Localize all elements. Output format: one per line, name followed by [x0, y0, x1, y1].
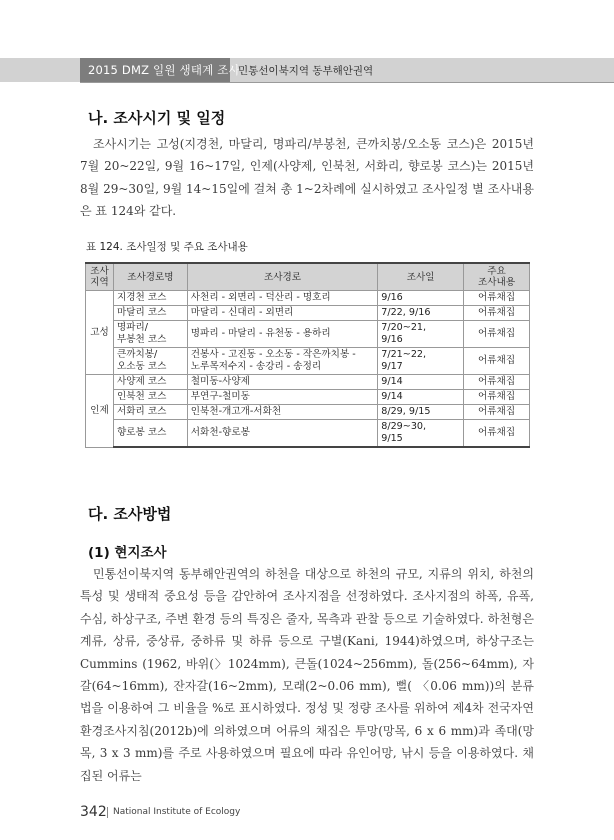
field-survey-heading: (1) 현지조사: [88, 545, 167, 561]
date-cell: 9/14: [378, 390, 464, 405]
route-cell: 서화천-향로봉: [187, 420, 377, 448]
route-cell: 건봉사 - 고진동 - 오소동 - 작은까치봉 - 노루목저수지 - 송강리 - 송정리: [187, 348, 377, 375]
date-cell: 9/14: [378, 375, 464, 390]
table-row: [86, 390, 530, 405]
table-row: [86, 291, 530, 306]
content-cell: 어류채집: [464, 405, 530, 420]
content-cell: 어류채집: [464, 420, 530, 448]
course-cell: 향로봉 코스: [113, 420, 187, 448]
content-cell: 어류채집: [464, 291, 530, 306]
course-cell: 큰까치봉/ 오소동 코스: [113, 348, 187, 375]
footer-organization: National Institute of Ecology: [113, 807, 241, 817]
table-row: [86, 405, 530, 420]
date-cell: 7/22, 9/16: [378, 306, 464, 321]
schedule-paragraph: 조사시기는 고성(지경천, 마달리, 명파리/부봉천, 큰까치봉/오소동 코스)은 2015년 7월 20~22일, 9월 16~17일, 인제(사양제, 인북천, 서화리, 향로봉 코스)는 2015년 8월 29~30일, 9월 14~15일에 걸쳐 총 1~2차례에 실시하였고 조사일정 별 조사내용은 표 124와 같다.: [80, 137, 534, 219]
content-cell: 어류채집: [464, 306, 530, 321]
table-row: [86, 420, 530, 448]
table-row: [86, 306, 530, 321]
course-cell: 지경천 코스: [113, 291, 187, 306]
date-cell: 8/29, 9/15: [378, 405, 464, 420]
table-row: [86, 375, 530, 390]
header-divider: [80, 82, 614, 83]
header-content: 주요 조사내용: [464, 263, 530, 291]
page-number: 342: [80, 804, 107, 820]
header-subtitle: 민통선이북지역 동부해안권역: [238, 65, 374, 77]
table-header-row: [86, 263, 530, 291]
header-date: 조사일: [378, 263, 464, 291]
table-row: [86, 348, 530, 375]
method-paragraph: 민통선이북지역 동부해안권역의 하천을 대상으로 하천의 규모, 지류의 위치, 하천의 특성 및 생태적 중요성 등을 감안하여 조사지점을 선정하였다. 조사지점의 하폭, 유폭, 수심, 하상구조, 주변 환경 등의 특징은 줄자, 목측과 관찰 등으로 기술하였다. 하천형은 계류, 상류, 중상류, 중하류 및 하류 등으로 구별(Kani, 1944)하였으며, 하상구조는 Cummins (1962, 바위(〉1024mm), 큰돌(1024~256mm), 돌(256~64mm), 자갈(64~16mm), 잔자갈(16~2mm), 모래(2~0.06 mm), 뻘( 〈0.06 mm))의 분류법을 이용하여 그 비율을 %로 표시하였다. 정성 및 정량 조사를 위하여 제4차 전국자연환경조사지침(2012b)에 의하였으며 어류의 채집은 투망(망목, 6 x 6 mm)과 족대(망목, 3 x 3 mm)를 주로 사용하였으며 필요에 따라 유인어망, 낚시 등을 이용하였다. 채집된 어류는: [80, 567, 534, 783]
date-cell: 7/20~21, 9/16: [378, 321, 464, 348]
table-row: [86, 321, 530, 348]
schedule-heading: 나. 조사시기 및 일정: [88, 109, 226, 127]
route-cell: 사천리 - 외면리 - 덕산리 - 명호리: [187, 291, 377, 306]
region-cell: 인제: [86, 375, 114, 448]
header-course: 조사경로명: [113, 263, 187, 291]
content-cell: 어류채집: [464, 375, 530, 390]
route-cell: 인북천-개고개-서화천: [187, 405, 377, 420]
header-region: 조사 지역: [86, 263, 114, 291]
route-cell: 명파리 - 마달리 - 유천동 - 용하리: [187, 321, 377, 348]
date-cell: 7/21~22, 9/17: [378, 348, 464, 375]
course-cell: 마달리 코스: [113, 306, 187, 321]
route-cell: 마달리 - 신대리 - 외면리: [187, 306, 377, 321]
date-cell: 9/16: [378, 291, 464, 306]
content-cell: 어류채집: [464, 348, 530, 375]
course-cell: 사양제 코스: [113, 375, 187, 390]
course-cell: 명파리/ 부봉천 코스: [113, 321, 187, 348]
survey-schedule-table: [85, 262, 530, 448]
route-cell: 부연구-철미동: [187, 390, 377, 405]
region-cell: 고성: [86, 291, 114, 375]
table-caption: 표 124. 조사일정 및 주요 조사내용: [86, 241, 248, 253]
date-cell: 8/29~30, 9/15: [378, 420, 464, 448]
content-cell: 어류채집: [464, 390, 530, 405]
header-route: 조사경로: [187, 263, 377, 291]
header-title: 2015 DMZ 일원 생태계 조사: [88, 63, 240, 77]
content-cell: 어류채집: [464, 321, 530, 348]
route-cell: 철미동-사양제: [187, 375, 377, 390]
footer-separator: [107, 807, 108, 818]
course-cell: 서화리 코스: [113, 405, 187, 420]
method-heading: 다. 조사방법: [88, 505, 172, 523]
course-cell: 인북천 코스: [113, 390, 187, 405]
